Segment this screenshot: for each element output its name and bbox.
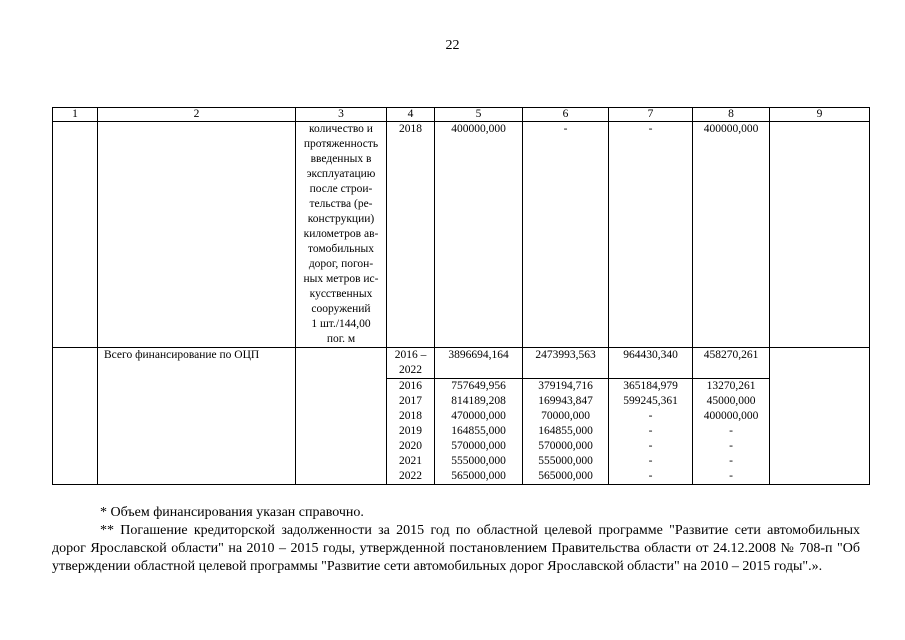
value-6: 70000,000 (541, 410, 590, 422)
total-row (53, 348, 870, 379)
value-6: 169943,847 (538, 395, 593, 407)
empty-cell (296, 348, 387, 485)
year-value: 2019 (399, 425, 422, 437)
value-5: 164855,000 (451, 425, 506, 437)
value-5: 565000,000 (451, 470, 506, 482)
indicator-line: ных метров ис- (303, 273, 379, 285)
value-7: 365184,979 (623, 380, 678, 392)
value-cell-8: 400000,000 (693, 122, 770, 348)
empty-cell (53, 122, 98, 348)
col-num-9: 9 (770, 108, 870, 122)
value-cell-7: - (609, 122, 693, 348)
value-7: - (648, 455, 653, 467)
indicator-line: после строи- (309, 183, 373, 195)
yearly-values-8 (693, 379, 770, 485)
value-6: 379194,716 (538, 380, 593, 392)
value-5: 470000,000 (451, 410, 506, 422)
value-7: 599245,361 (623, 395, 678, 407)
value-5: 814189,208 (451, 395, 506, 407)
indicator-line: протяженность (303, 138, 379, 150)
total-label: Всего финансирование по ОЦП (98, 348, 296, 485)
yearly-values-7 (609, 379, 693, 485)
year-value: 2016 (399, 380, 422, 392)
col-num-4: 4 (387, 108, 435, 122)
value-8: - (729, 440, 733, 452)
empty-cell (98, 122, 296, 348)
value-7: - (648, 410, 653, 422)
indicator-line: томобильных (307, 243, 375, 255)
empty-cell (770, 348, 870, 485)
indicator-line: пог. м (326, 333, 356, 345)
year-value: 2018 (399, 410, 422, 422)
col-num-3: 3 (296, 108, 387, 122)
indicator-cell (296, 122, 387, 348)
total-period (387, 348, 435, 379)
indicator-line: тельства (ре- (309, 198, 373, 210)
value-6: 570000,000 (538, 440, 593, 452)
col-num-7: 7 (609, 108, 693, 122)
total-value-7: 964430,340 (609, 348, 693, 379)
year-cell: 2018 (387, 122, 435, 348)
page-number: 22 (445, 38, 460, 53)
value-6: 164855,000 (538, 425, 593, 437)
col-num-2: 2 (98, 108, 296, 122)
col-num-6: 6 (523, 108, 609, 122)
indicator-lines (296, 122, 386, 347)
value-7: - (648, 425, 653, 437)
value-5: 757649,956 (451, 380, 506, 392)
indicator-line: километров ав- (303, 228, 379, 240)
footnotes (52, 504, 860, 576)
col-num-8: 8 (693, 108, 770, 122)
value-8: - (729, 425, 733, 437)
value-5: 570000,000 (451, 440, 506, 452)
total-value-5: 3896694,164 (435, 348, 523, 379)
footnote-1: * Объем финансирования указан справочно. (100, 505, 364, 520)
value-cell-5: 400000,000 (435, 122, 523, 348)
indicator-line: дорог, погон- (308, 258, 374, 270)
indicator-line: конструкции) (307, 213, 375, 225)
yearly-values-6 (523, 379, 609, 485)
period-line-1: 2016 – (394, 349, 427, 361)
value-8: 45000,000 (706, 395, 756, 407)
year-value: 2022 (399, 470, 422, 482)
footnote-2: ** Погашение кредиторской задолженности за 2015 год по областной целевой программе "Развитие сети автомобильных дорог Ярославской области" на 2010 – 2015 годы, утвержденной постановлением Правительства области от 24.12.2008 № 708-п "Об утверждении областной целевой программы "Развитие сети автомобильных дорог Ярославской области" на 2010 – 2015 годы".». (52, 523, 860, 574)
value-5: 555000,000 (451, 455, 506, 467)
col-num-1: 1 (53, 108, 98, 122)
indicator-line: эксплуатацию (306, 168, 376, 180)
value-8: 13270,261 (706, 380, 756, 392)
indicator-line: кусственных (309, 288, 373, 300)
yearly-values-5 (435, 379, 523, 485)
indicator-row (53, 122, 870, 348)
column-number-row (53, 108, 870, 122)
value-8: - (729, 455, 733, 467)
empty-cell (770, 122, 870, 348)
value-6: 565000,000 (538, 470, 593, 482)
year-value: 2020 (399, 440, 422, 452)
indicator-line: количество и (309, 123, 373, 135)
financing-table (52, 107, 870, 485)
period-line-2: 2022 (399, 364, 422, 376)
indicator-line: 1 шт./144,00 (311, 318, 371, 330)
indicator-line: введенных в (310, 153, 372, 165)
value-7: - (648, 470, 653, 482)
total-value-6: 2473993,563 (523, 348, 609, 379)
empty-cell (53, 348, 98, 485)
value-7: - (648, 440, 653, 452)
indicator-line: сооружений (311, 303, 371, 315)
year-value: 2021 (399, 455, 422, 467)
years-column (387, 379, 435, 485)
year-value: 2017 (399, 395, 422, 407)
value-cell-6: - (523, 122, 609, 348)
total-value-8: 458270,261 (693, 348, 770, 379)
value-8: 400000,000 (703, 410, 759, 422)
col-num-5: 5 (435, 108, 523, 122)
value-8: - (729, 470, 733, 482)
value-6: 555000,000 (538, 455, 593, 467)
